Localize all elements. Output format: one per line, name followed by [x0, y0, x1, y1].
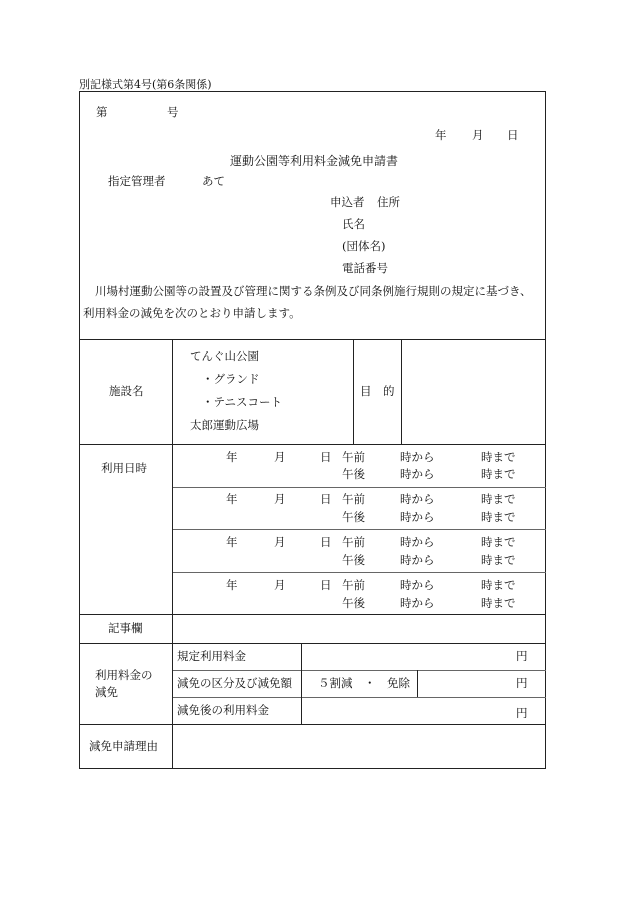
addressee-suffix: あて — [202, 174, 225, 188]
section-divider — [79, 724, 546, 725]
schedule-am: 午前 — [342, 535, 365, 549]
schedule-am: 午前 — [342, 492, 365, 506]
schedule-day: 日 — [320, 535, 332, 549]
schedule-from: 時から — [400, 510, 435, 524]
schedule-am: 午前 — [342, 578, 365, 592]
applicant-address-label: 住所 — [377, 195, 400, 209]
schedule-label: 利用日時 — [101, 461, 147, 475]
number-prefix: 第 — [96, 105, 108, 119]
section-divider — [79, 444, 546, 445]
schedule-from: 時から — [400, 492, 435, 506]
schedule-from: 時から — [400, 553, 435, 567]
schedule-to: 時まで — [481, 553, 516, 567]
notes-label: 記事欄 — [108, 621, 143, 635]
standard-fee-label: 規定利用料金 — [177, 649, 246, 663]
schedule-pm: 午後 — [342, 553, 365, 567]
schedule-to: 時まで — [481, 535, 516, 549]
schedule-year: 年 — [226, 578, 238, 592]
schedule-pm: 午後 — [342, 596, 365, 610]
applicant-phone-label: 電話番号 — [342, 261, 388, 275]
section-divider — [79, 643, 546, 644]
applicant-label: 申込者 — [330, 195, 365, 209]
schedule-row-divider — [172, 487, 546, 488]
fee-row-divider — [172, 697, 546, 698]
schedule-from: 時から — [400, 535, 435, 549]
schedule-month: 月 — [274, 450, 286, 464]
reduction-type-label: 減免の区分及び減免額 — [177, 676, 292, 690]
applicant-group-label: (団体名) — [342, 239, 386, 253]
schedule-to: 時まで — [481, 578, 516, 592]
after-fee-yen: 円 — [516, 706, 528, 720]
reason-label: 減免申請理由 — [89, 739, 158, 753]
addressee: 指定管理者 — [108, 174, 166, 188]
reduction-options: ５割減 ・ 免除 — [318, 676, 410, 690]
schedule-month: 月 — [274, 492, 286, 506]
section-divider — [79, 614, 546, 615]
schedule-day: 日 — [320, 578, 332, 592]
date-day: 日 — [507, 128, 519, 142]
date-year: 年 — [435, 128, 447, 142]
schedule-year: 年 — [226, 492, 238, 506]
facility-plaza: 太郎運動広場 — [190, 418, 259, 432]
schedule-month: 月 — [274, 535, 286, 549]
schedule-am: 午前 — [342, 450, 365, 464]
schedule-to: 時まで — [481, 467, 516, 481]
section-divider — [79, 339, 546, 340]
document-title: 運動公園等利用料金減免申請書 — [230, 154, 399, 168]
label-column-divider — [172, 339, 173, 769]
facility-ground: ・グランド — [202, 372, 260, 386]
schedule-to: 時まで — [481, 450, 516, 464]
after-fee-label: 減免後の利用料金 — [177, 703, 269, 717]
schedule-from: 時から — [400, 467, 435, 481]
form-caption: 別記様式第4号(第6条関係) — [79, 78, 212, 91]
fees-label-line1: 利用料金の — [95, 668, 153, 682]
schedule-from: 時から — [400, 450, 435, 464]
date-month: 月 — [472, 128, 484, 142]
schedule-row-divider — [172, 529, 546, 530]
fee-row-divider — [172, 670, 546, 671]
facility-label: 施設名 — [109, 384, 144, 398]
fees-label-line2: 減免 — [95, 685, 118, 699]
purpose-label: 目 的 — [360, 384, 395, 398]
schedule-to: 時まで — [481, 596, 516, 610]
request-text-line1: 川場村運動公園等の設置及び管理に関する条例及び同条例施行規則の規定に基づき、 — [95, 284, 532, 298]
facility-purpose-divider — [353, 339, 354, 444]
reduction-amount-divider — [417, 670, 418, 697]
facility-park: てんぐ山公園 — [190, 349, 259, 363]
fee-value-divider — [301, 643, 302, 724]
schedule-to: 時まで — [481, 510, 516, 524]
schedule-day: 日 — [320, 450, 332, 464]
schedule-year: 年 — [226, 535, 238, 549]
schedule-month: 月 — [274, 578, 286, 592]
schedule-to: 時まで — [481, 492, 516, 506]
request-text-line2: 利用料金の減免を次のとおり申請します。 — [83, 306, 301, 320]
schedule-from: 時から — [400, 578, 435, 592]
number-suffix: 号 — [167, 105, 179, 119]
schedule-day: 日 — [320, 492, 332, 506]
facility-tennis: ・テニスコート — [202, 395, 283, 409]
purpose-value-divider — [401, 339, 402, 444]
schedule-pm: 午後 — [342, 510, 365, 524]
schedule-row-divider — [172, 572, 546, 573]
schedule-year: 年 — [226, 450, 238, 464]
schedule-from: 時から — [400, 596, 435, 610]
applicant-name-label: 氏名 — [342, 217, 365, 231]
schedule-pm: 午後 — [342, 467, 365, 481]
reduction-yen: 円 — [516, 676, 528, 690]
standard-fee-yen: 円 — [516, 649, 528, 663]
